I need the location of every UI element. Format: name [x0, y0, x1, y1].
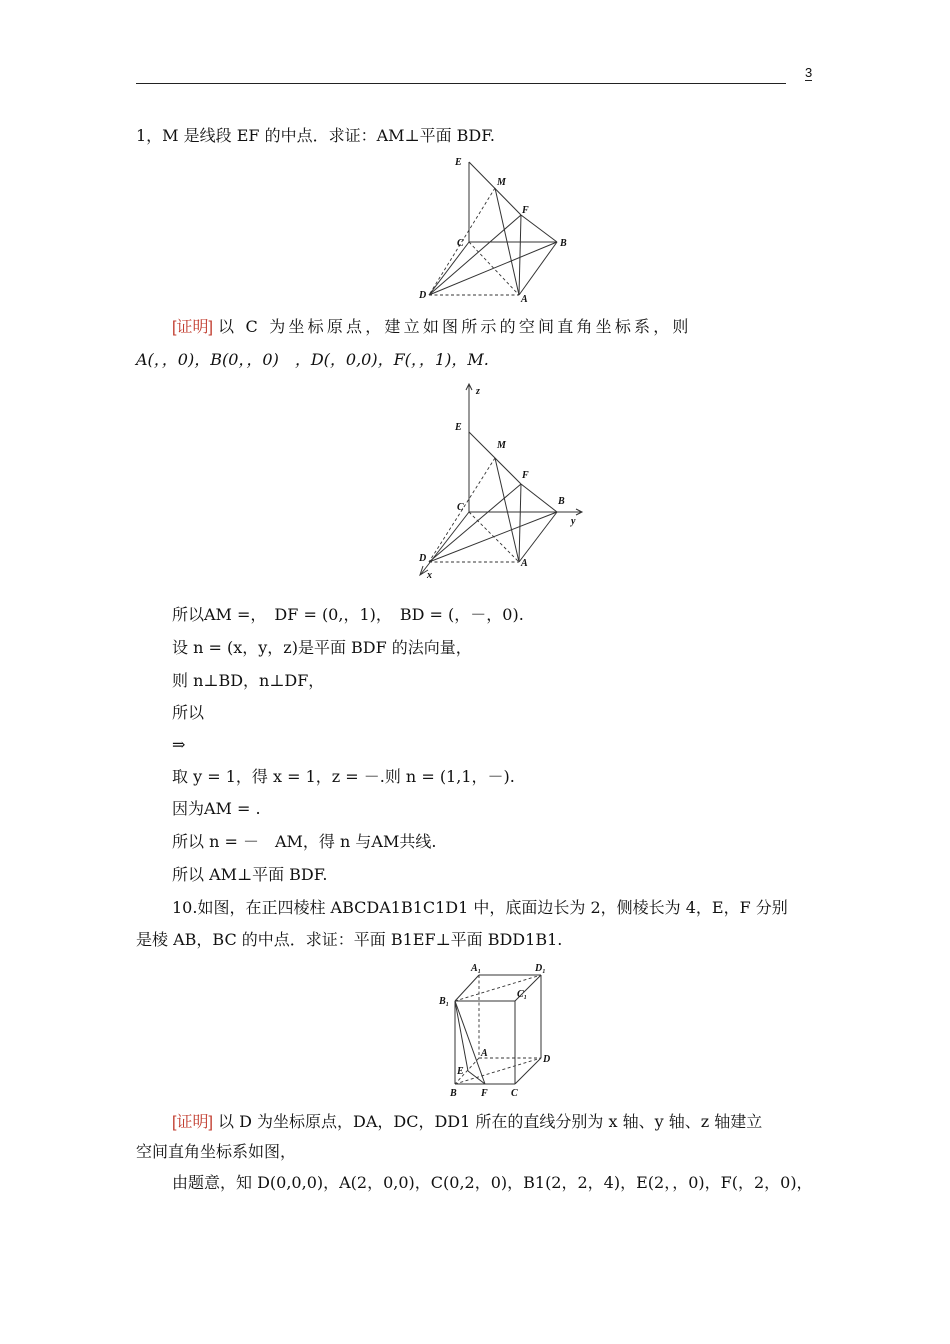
label-E: E [455, 157, 462, 168]
label-F: F [481, 1088, 488, 1099]
problem9-proof-line2: A(，，0)，B(0，，0) ，D(，0,0)，F(，，1)，M. [136, 350, 489, 369]
label-B: B [558, 496, 565, 507]
problem10-statement-line2: 是棱 AB，BC 的中点．求证：平面 B1EF⊥平面 BDD1B1. [136, 930, 563, 949]
problem10-statement-line1: 10.如图，在正四棱柱 ABCDA1B1C1D1 中，底面边长为 2，侧棱长为 4，E，F 分别 [172, 898, 788, 917]
header-rule [136, 83, 786, 84]
label-A: A [521, 558, 528, 569]
label-B: B [450, 1088, 457, 1099]
figure-prism [435, 960, 555, 1100]
label-B1: B₁ [439, 996, 450, 1007]
step-7: 因为AM = . [172, 799, 261, 818]
step-1: 所以AM =， DF = (0,，1)， BD = (，－，0). [172, 605, 524, 624]
label-D1: D₁ [535, 963, 546, 974]
step-9: 所以 AM⊥平面 BDF. [172, 865, 328, 884]
label-z: z [476, 386, 480, 397]
label-C: C [457, 238, 464, 249]
step-3: 则 n⊥BD，n⊥DF， [172, 671, 325, 690]
step-6: 取 y = 1，得 x = 1，z = －.则 n = (1,1，－). [172, 767, 515, 786]
step-8: 所以 n = － AM，得 n 与AM共线. [172, 832, 437, 851]
problem9-statement: 1，M 是线段 EF 的中点．求证：AM⊥平面 BDF. [136, 126, 495, 145]
label-B: B [560, 238, 567, 249]
label-F: F [522, 205, 529, 216]
label-F: F [522, 470, 529, 481]
figure-pyramid [415, 150, 585, 305]
label-M: M [497, 440, 506, 451]
label-E: E [455, 422, 462, 433]
figure-pyramid-axes [415, 380, 595, 585]
label-A: A [481, 1048, 488, 1059]
label-M: M [497, 177, 506, 188]
label-C: C [457, 502, 464, 513]
label-D: D [419, 290, 427, 301]
step-5: ⇒ [172, 735, 186, 754]
page-number: 3 [805, 65, 813, 80]
proof-tag: [证明] [172, 319, 213, 336]
problem10-proof-line1 [172, 1111, 762, 1134]
label-A: A [521, 294, 528, 305]
label-E: E [457, 1066, 464, 1077]
proof-text: 以 C 为坐标原点，建立如图所示的空间直角坐标系，则 [218, 317, 692, 336]
proof-text: 以 D 为坐标原点，DA，DC，DD1 所在的直线分别为 x 轴、y 轴、z 轴建立 [218, 1112, 763, 1131]
label-C1: C₁ [517, 989, 528, 1000]
label-x: x [427, 570, 432, 581]
label-D: D [543, 1054, 551, 1065]
label-D: D [419, 553, 427, 564]
proof-tag: [证明] [172, 1114, 213, 1131]
label-A1: A₁ [471, 963, 482, 974]
step-4: 所以 [172, 703, 205, 722]
problem10-proof-line2: 空间直角坐标系如图， [136, 1142, 297, 1161]
problem10-proof-line3: 由题意，知 D(0,0,0)，A(2，0,0)，C(0,2，0)，B1(2，2，4)，E(2，，0)，F(，2，0)， [172, 1173, 813, 1192]
step-2: 设 n = (x，y，z)是平面 BDF 的法向量， [172, 638, 472, 657]
label-y: y [571, 516, 576, 527]
label-C: C [511, 1088, 518, 1099]
problem9-proof-line1 [172, 316, 692, 339]
